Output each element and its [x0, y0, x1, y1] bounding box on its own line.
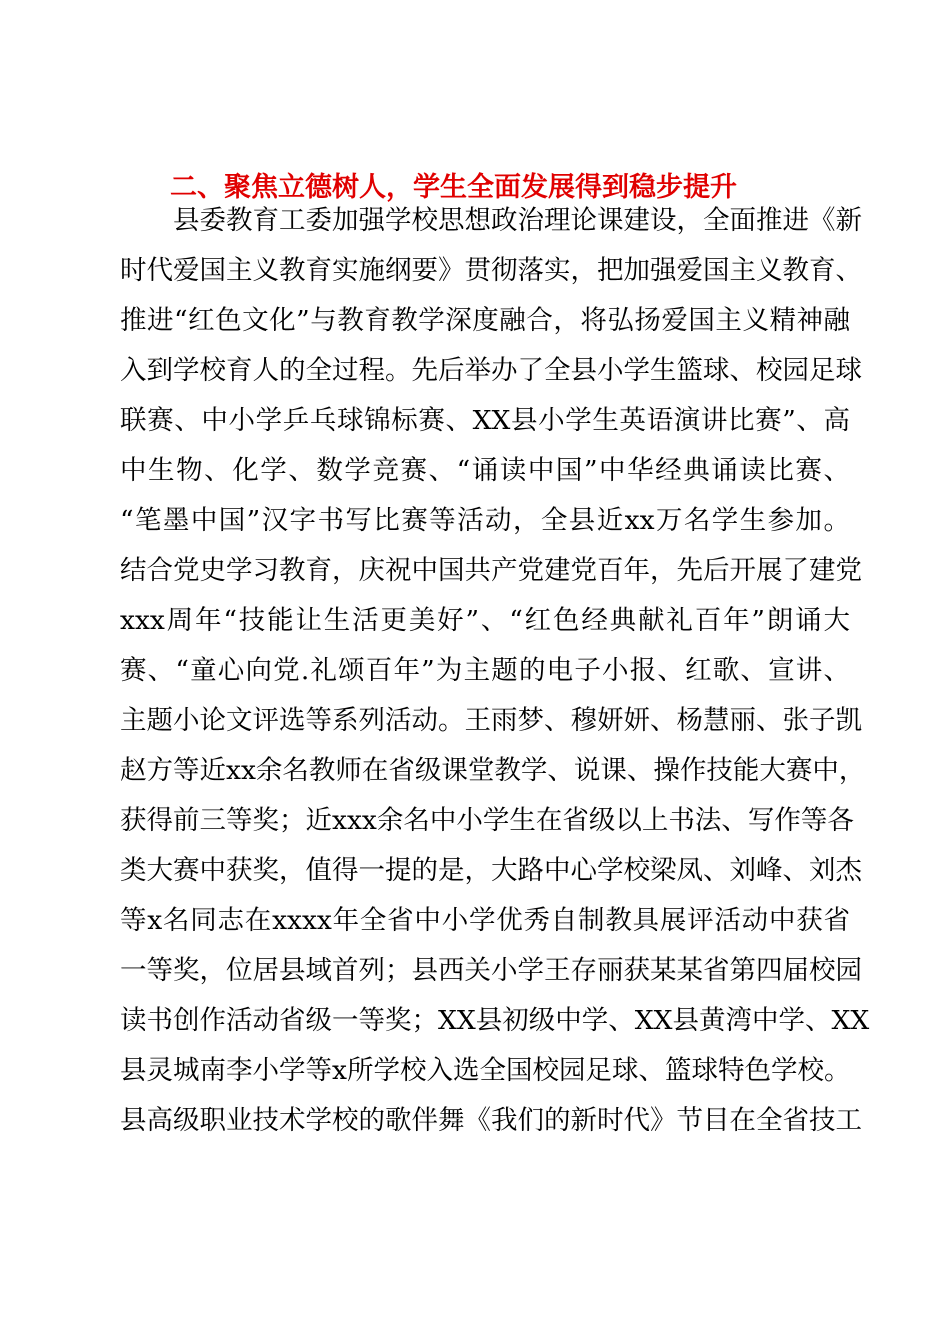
text-line: 类大赛中获奖，值得一提的是，大路中心学校梁凤、刘峰、刘杰 [120, 855, 862, 886]
text-line: 联赛、中小学乒乓球锦标赛、XX县小学生英语演讲比赛”、高 [120, 405, 850, 436]
text-line: xxx周年“技能让生活更美好”、“红色经典献礼百年”朗诵大 [120, 605, 850, 636]
text-line: 推进“红色文化”与教育教学深度融合，将弘扬爱国主义精神融 [120, 305, 850, 336]
text-line: 等x名同志在xxxx年全省中小学优秀自制教具展评活动中获省 [120, 905, 850, 936]
body-text [120, 196, 870, 1146]
text-line: 入到学校育人的全过程。先后举办了全县小学生篮球、校园足球 [120, 355, 862, 386]
text-line: 读书创作活动省级一等奖；XX县初级中学、XX县黄湾中学、XX [120, 1005, 870, 1036]
text-line: “笔墨中国”汉字书写比赛等活动，全县近xx万名学生参加。 [120, 505, 850, 536]
text-line: 结合党史学习教育，庆祝中国共产党建党百年，先后开展了建党 [120, 555, 862, 586]
text-line: 县高级职业技术学校的歌伴舞《我们的新时代》节目在全省技工 [120, 1105, 862, 1136]
section-heading: 二、聚焦立德树人，学生全面发展得到稳步提升 [170, 172, 737, 203]
text-line: 中生物、化学、数学竞赛、“诵读中国”中华经典诵读比赛、 [120, 455, 850, 486]
text-line: 赛、“童心向党.礼颂百年”为主题的电子小报、红歌、宣讲、 [120, 655, 850, 686]
text-line: 获得前三等奖；近xxx余名中小学生在省级以上书法、写作等各 [120, 805, 854, 836]
text-line: 县委教育工委加强学校思想政治理论课建设，全面推进《新 [173, 205, 862, 236]
text-line: 一等奖，位居县域首列；县西关小学王存丽获某某省第四届校园 [120, 955, 862, 986]
text-line: 主题小论文评选等系列活动。王雨梦、穆妍妍、杨慧丽、张子凯 [120, 705, 862, 736]
text-line: 时代爱国主义教育实施纲要》贯彻落实，把加强爱国主义教育、 [120, 255, 862, 286]
text-line: 赵方等近xx余名教师在省级课堂教学、说课、操作技能大赛中， [120, 755, 866, 786]
text-line: 县灵城南李小学等x所学校入选全国校园足球、篮球特色学校。 [120, 1055, 851, 1086]
